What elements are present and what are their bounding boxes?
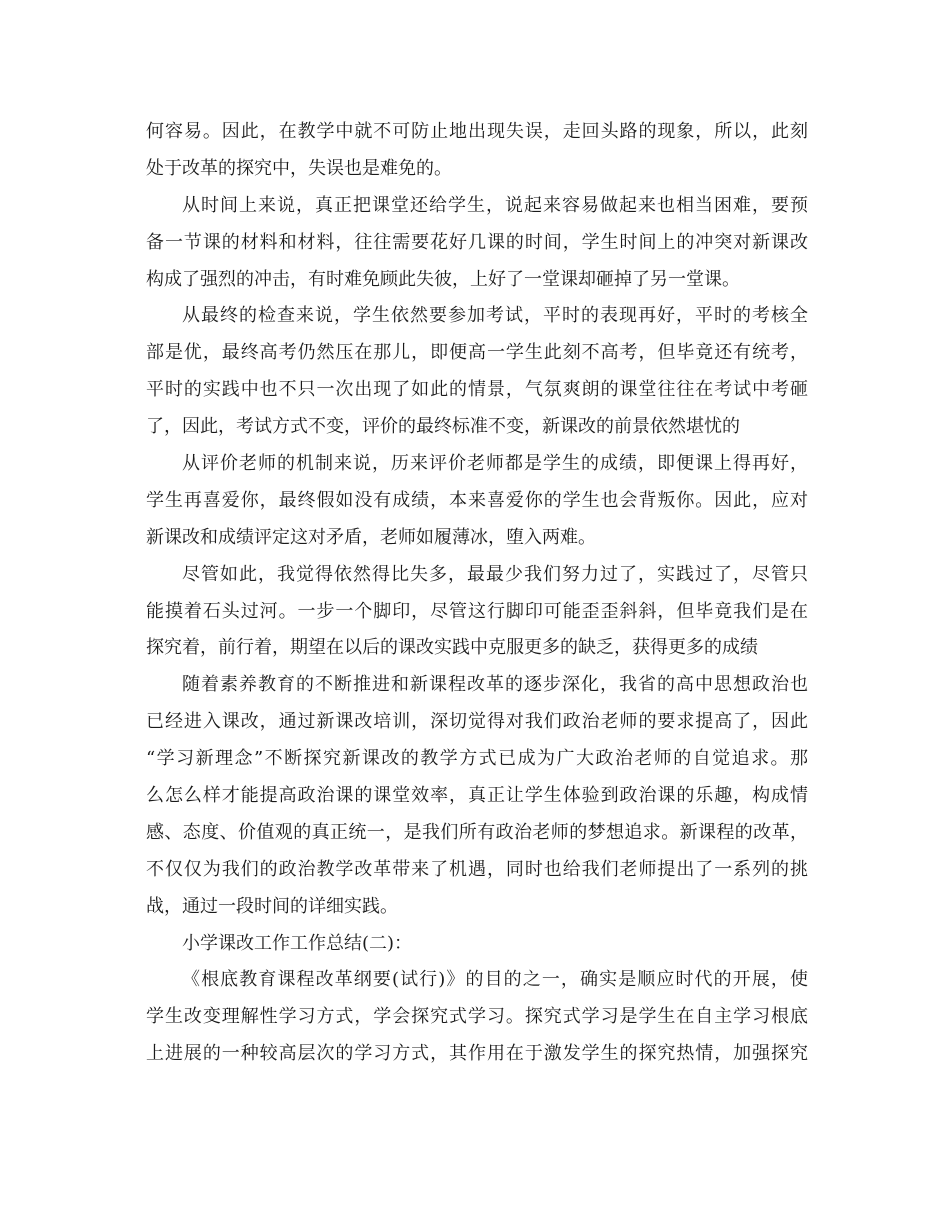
paragraph-first-line: 《根底教育课程改革纲要(试行)》的目的之一，确实是顺应时代的开展，使 — [182, 969, 808, 991]
paragraph-first-line: 尽管如此，我觉得依然得比失多，最最少我们努力过了，实践过了，尽管只 — [182, 563, 808, 585]
text-line: 何容易。因此，在教学中就不可防止地出现失误，走回头路的现象，所以，此刻 — [146, 121, 808, 142]
document-body — [146, 114, 808, 1073]
text-line: 探究着，前行着，期望在以后的课改实践中克服更多的缺乏，获得更多的成绩 — [146, 637, 758, 659]
text-line: 不仅仅为我们的政治教学改革带来了机遇，同时也给我们老师提出了一系列的挑 — [146, 858, 808, 880]
text-line: 新课改和成绩评定这对矛盾，老师如履薄冰，堕入两难。 — [146, 526, 596, 548]
text-line: “学习新理念”不断探究新课改的教学方式已成为广大政治老师的自觉追求。那 — [146, 748, 808, 770]
paragraph-first-line: 从评价老师的机制来说，历来评价老师都是学生的成绩，即便课上得再好， — [182, 453, 808, 475]
text-line: 平时的实践中也不只一次出现了如此的情景，气氛爽朗的课堂往往在考试中考砸 — [146, 379, 808, 401]
text-line: 部是优，最终高考仍然压在那儿，即便高一学生此刻不高考，但毕竟还有统考， — [146, 342, 808, 364]
text-line: 已经进入课改，通过新课改培训，深切觉得对我们政治老师的要求提高了，因此 — [146, 711, 808, 733]
text-line: 了，因此，考试方式不变，评价的最终标准不变，新课改的前景依然堪忧的 — [146, 416, 740, 438]
text-line: 上进展的一种较高层次的学习方式，其作用在于激发学生的探究热情，加强探究 — [146, 1043, 808, 1065]
text-line: 感、态度、价值观的真正统一，是我们所有政治老师的梦想追求。新课程的改革， — [146, 821, 808, 843]
paragraph-first-line: 从时间上来说，真正把课堂还给学生，说起来容易做起来也相当困难，要预 — [182, 194, 808, 216]
text-line: 战，通过一段时间的详细实践。 — [146, 895, 398, 917]
text-line: 能摸着石头过河。一步一个脚印，尽管这行脚印可能歪歪斜斜，但毕竟我们是在 — [146, 600, 808, 622]
paragraph-first-line: 从最终的检查来说，学生依然要参加考试，平时的表现再好，平时的考核全 — [182, 305, 808, 327]
text-line: 么怎么样才能提高政治课的课堂效率，真正让学生体验到政治课的乐趣，构成情 — [146, 785, 808, 807]
section-heading: 小学课改工作工作总结(二)： — [182, 932, 413, 954]
text-line: 备一节课的材料和材料，往往需要花好几课的时间，学生时间上的冲突对新课改 — [146, 231, 808, 253]
text-line: 构成了强烈的冲击，有时难免顾此失彼，上好了一堂课却砸掉了另一堂课。 — [146, 268, 740, 290]
paragraph-first-line: 随着素养教育的不断推进和新课程改革的逐步深化，我省的高中思想政治也 — [182, 674, 808, 696]
text-line: 学生再喜爱你，最终假如没有成绩，本来喜爱你的学生也会背叛你。因此，应对 — [146, 489, 808, 511]
text-line: 学生改变理解性学习方式，学会探究式学习。探究式学习是学生在自主学习根底 — [146, 1006, 808, 1028]
text-line: 处于改革的探究中，失误也是难免的。 — [146, 157, 452, 179]
